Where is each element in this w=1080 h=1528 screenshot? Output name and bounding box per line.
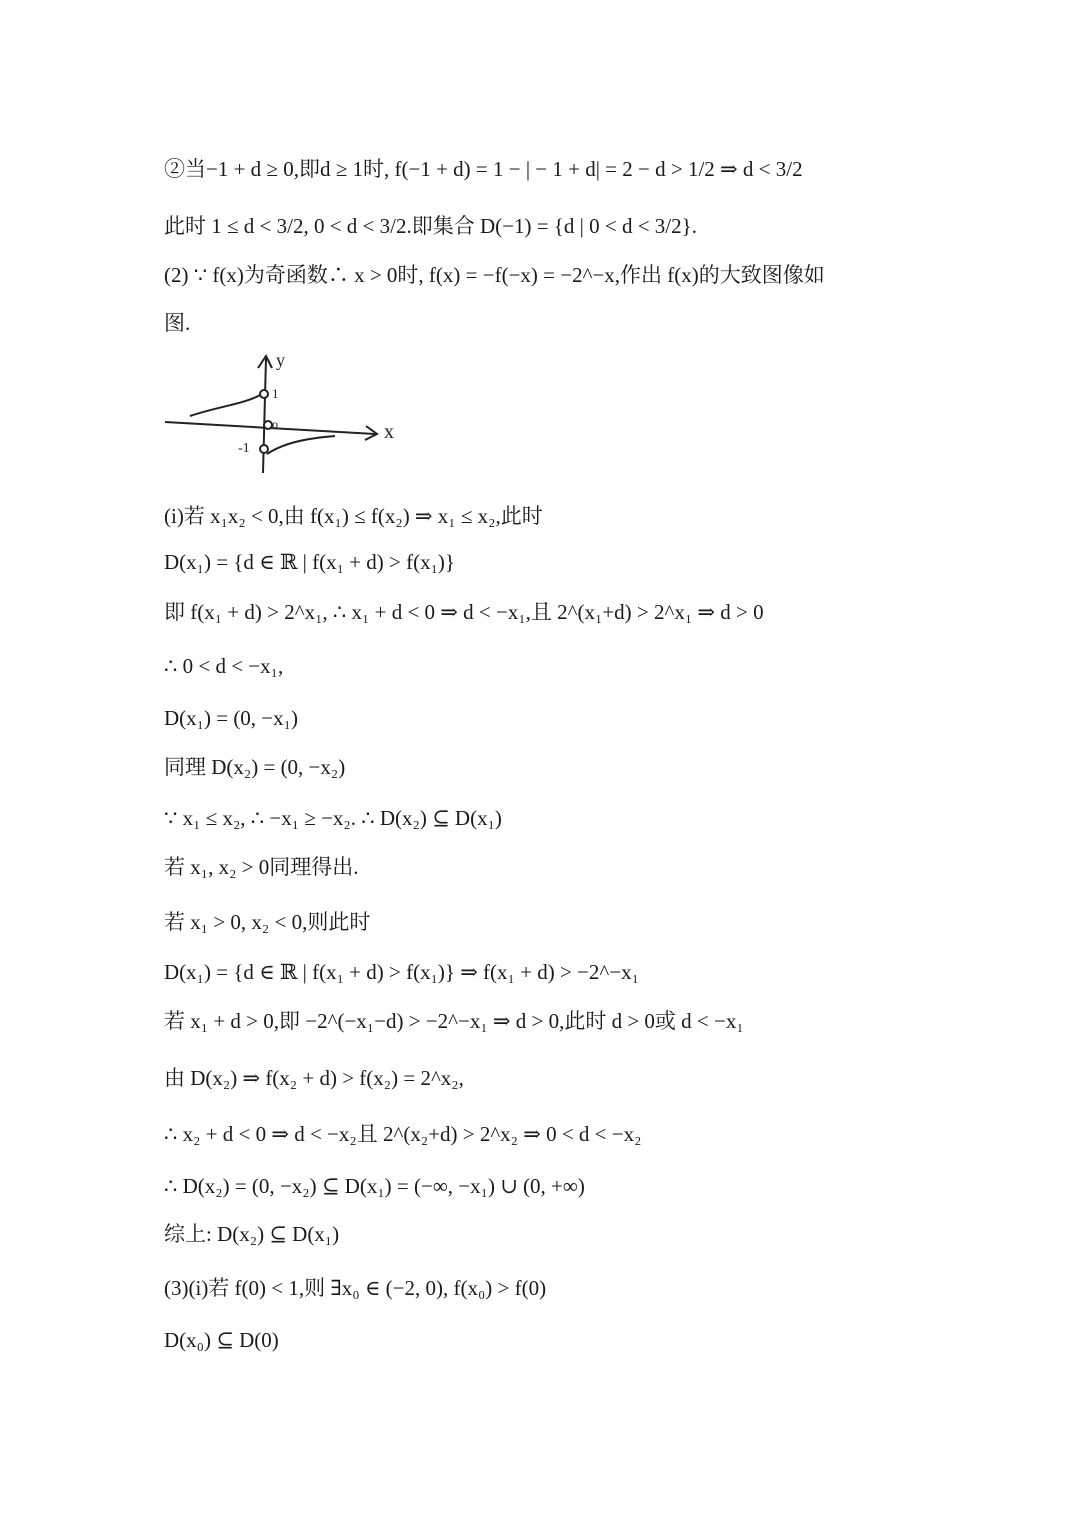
tick-label-origin: o bbox=[272, 417, 278, 431]
text-line-6: D(x₁) = {d ∈ ℝ | f(x₁ + d) > f(x₁)} bbox=[164, 550, 455, 574]
text-line-2: 此时 1 ≤ d < 3/2, 0 < d < 3/2.即集合 D(−1) = {d | 0 < d < 3/2}. bbox=[164, 214, 697, 238]
text-line-13: 若 x₁ > 0, x₂ < 0,则此时 bbox=[164, 910, 371, 934]
function-graph-sketch bbox=[160, 348, 410, 478]
open-point-bottom bbox=[260, 445, 268, 453]
tick-label-1: 1 bbox=[272, 386, 279, 401]
text-line-1: ②当−1 + d ≥ 0,即d ≥ 1时, f(−1 + d) = 1 − | − 1 + d| = 2 − d > 1/2 ⇒ d < 3/2 bbox=[164, 157, 803, 181]
text-line-8: ∴ 0 < d < −x₁, bbox=[164, 654, 284, 678]
open-point-origin bbox=[264, 421, 272, 429]
text-line-20: (3)(i)若 f(0) < 1,则 ∃x₀ ∈ (−2, 0), f(x₀) > f(0) bbox=[164, 1276, 547, 1300]
text-line-14: D(x₁) = {d ∈ ℝ | f(x₁ + d) > f(x₁)} ⇒ f(x₁ + d) > −2^−x₁ bbox=[164, 960, 639, 984]
text-line-3: (2) ∵ f(x)为奇函数∴ x > 0时, f(x) = −f(−x) = −2^−x,作出 f(x)的大致图像如 bbox=[164, 263, 825, 287]
text-line-18: ∴ D(x₂) = (0, −x₂) ⊆ D(x₁) = (−∞, −x₁) ∪ (0, +∞) bbox=[164, 1174, 585, 1198]
left-branch-curve bbox=[190, 394, 262, 416]
text-line-17: ∴ x₂ + d < 0 ⇒ d < −x₂且 2^(x₂+d) > 2^x₂ ⇒ 0 < d < −x₂ bbox=[164, 1122, 642, 1146]
text-line-9: D(x₁) = (0, −x₁) bbox=[164, 706, 298, 730]
text-line-7: 即 f(x₁ + d) > 2^x₁, ∴ x₁ + d < 0 ⇒ d < −x₁,且 2^(x₁+d) > 2^x₁ ⇒ d > 0 bbox=[164, 600, 764, 624]
text-line-19: 综上: D(x₂) ⊆ D(x₁) bbox=[164, 1222, 340, 1246]
text-line-15: 若 x₁ + d > 0,即 −2^(−x₁−d) > −2^−x₁ ⇒ d > 0,此时 d > 0或 d < −x₁ bbox=[164, 1009, 744, 1033]
open-point-top bbox=[260, 390, 268, 398]
text-line-5: (i)若 x₁x₂ < 0,由 f(x₁) ≤ f(x₂) ⇒ x₁ ≤ x₂,此时 bbox=[164, 504, 543, 528]
y-axis-label: y bbox=[276, 350, 285, 370]
text-line-11: ∵ x₁ ≤ x₂, ∴ −x₁ ≥ −x₂. ∴ D(x₂) ⊆ D(x₁) bbox=[164, 806, 502, 830]
text-line-4: 图. bbox=[164, 311, 191, 335]
text-line-16: 由 D(x₂) ⇒ f(x₂ + d) > f(x₂) = 2^x₂, bbox=[164, 1066, 464, 1090]
tick-label-neg1: -1 bbox=[238, 441, 250, 456]
right-branch-curve bbox=[267, 436, 335, 454]
text-line-12: 若 x₁, x₂ > 0同理得出. bbox=[164, 855, 359, 879]
y-axis bbox=[263, 358, 266, 473]
text-line-21: D(x₀) ⊆ D(0) bbox=[164, 1328, 279, 1352]
text-line-10: 同理 D(x₂) = (0, −x₂) bbox=[164, 755, 346, 779]
x-axis-label: x bbox=[384, 421, 394, 443]
